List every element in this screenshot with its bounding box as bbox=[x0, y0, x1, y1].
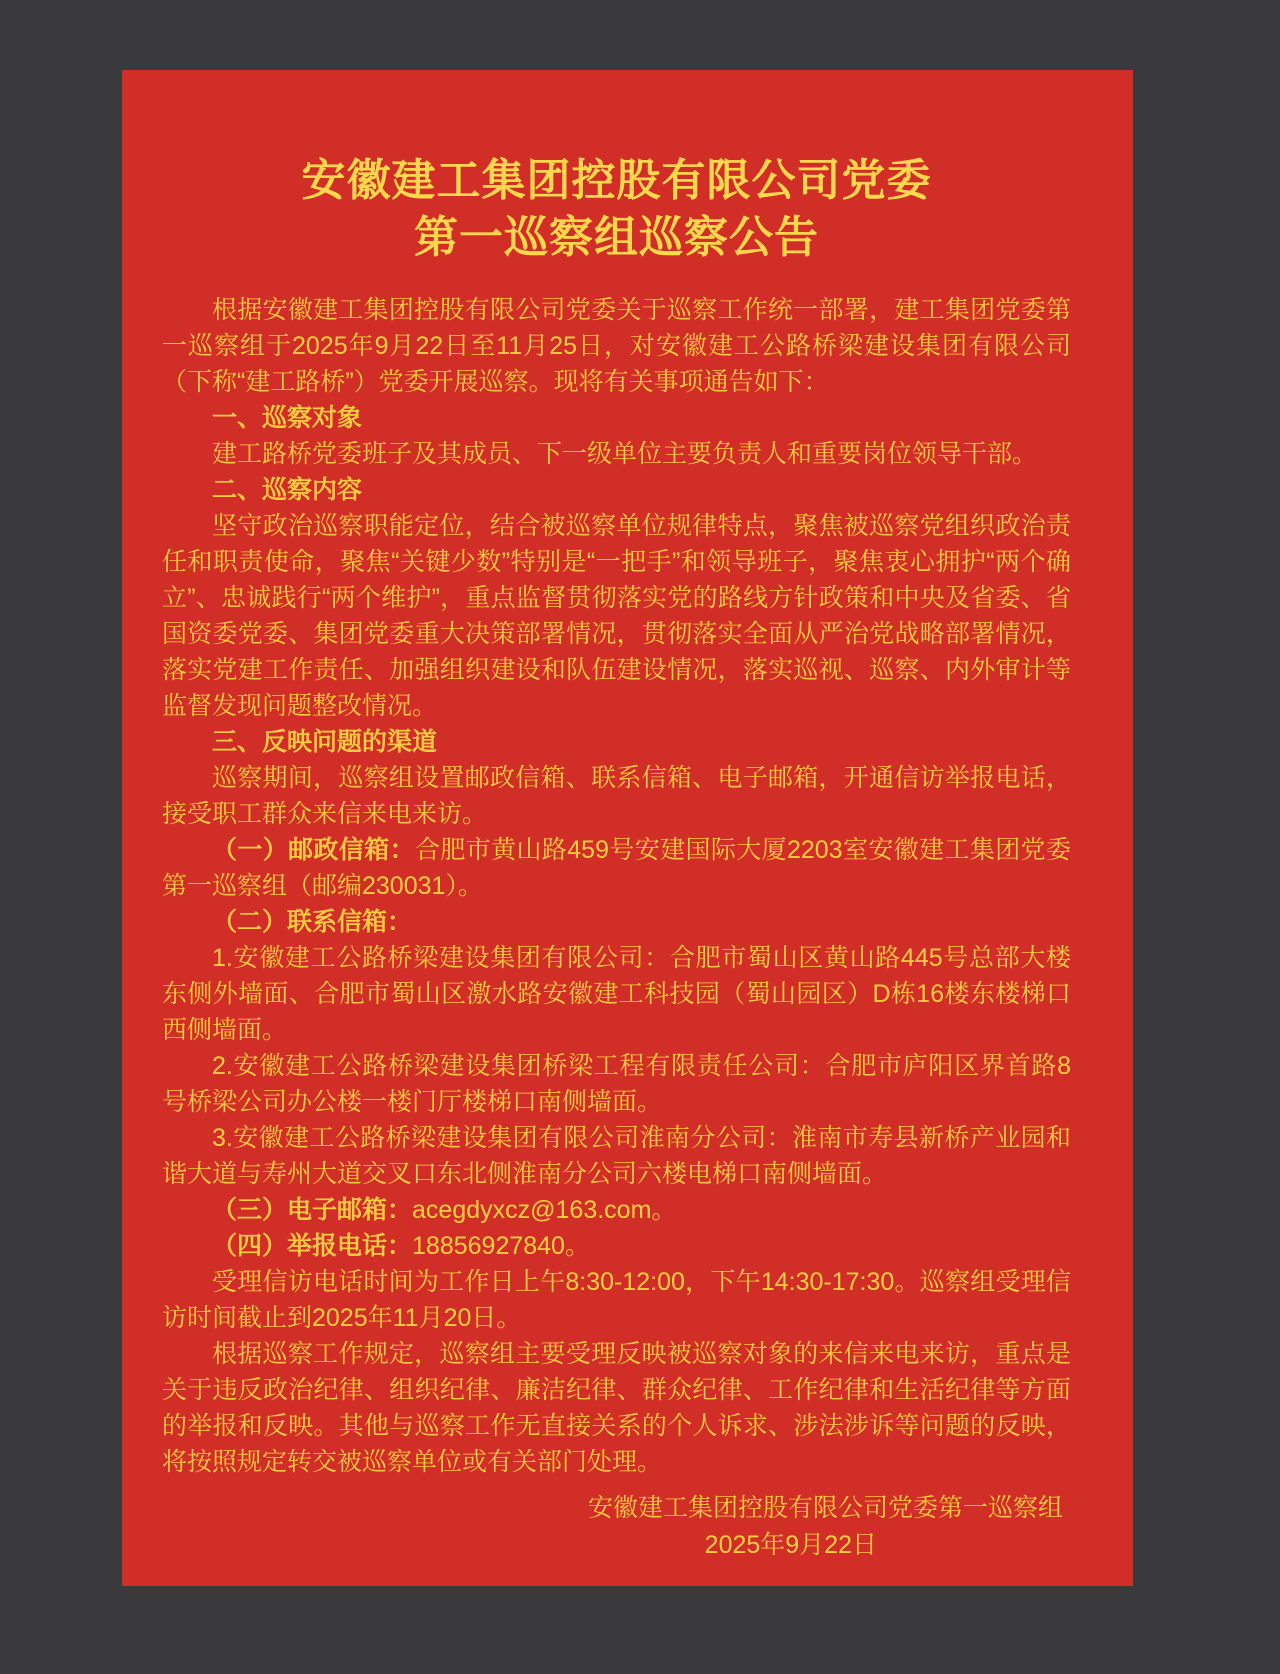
notice-paragraph: （三）电子邮箱：acegdyxcz@163.com。 bbox=[212, 1196, 677, 1224]
notice-body bbox=[162, 292, 1071, 1480]
notice-paragraph: 坚守政治巡察职能定位，结合被巡察单位规律特点，聚焦被巡察党组织政治责任和职责使命，聚焦“关键少数”特别是“一把手”和领导班子，聚焦衷心拥护“两个确立”、忠诚践行“两个维护”，重点监督贯彻落实党的路线方针政策和中央及省委、省国资委党委、集团党委重大决策部署情况，贯彻落实全面从严治党战略部署情况，落实党建工作责任、加强组织建设和队伍建设情况，落实巡视、巡察、内外审计等监督发现问题整改情况。 bbox=[162, 512, 1071, 720]
notice-paragraph: 受理信访电话时间为工作日上午8:30-12:00，下午14:30-17:30。巡察组受理信访时间截止到2025年11月20日。 bbox=[162, 1268, 1071, 1332]
notice-paragraph: 建工路桥党委班子及其成员、下一级单位主要负责人和重要岗位领导干部。 bbox=[212, 440, 1038, 468]
inspection-notice-poster bbox=[122, 70, 1133, 1586]
section-heading: 二、巡察内容 bbox=[212, 476, 363, 504]
section-heading: 一、巡察对象 bbox=[212, 404, 363, 432]
signature-line: 安徽建工集团控股有限公司党委第一巡察组 bbox=[587, 1494, 1063, 1522]
notice-paragraph bbox=[162, 904, 1071, 940]
paragraph-label: （一）邮政信箱： bbox=[212, 836, 416, 864]
notice-paragraph: 1.安徽建工公路桥梁建设集团有限公司：合肥市蜀山区黄山路445号总部大楼东侧外墙面、合肥市蜀山区激水路安徽建工科技园（蜀山园区）D栋16楼东楼梯口西侧墙面。 bbox=[162, 944, 1071, 1044]
section-heading: 三、反映问题的渠道 bbox=[212, 728, 438, 756]
paragraph-label: （二）联系信箱： bbox=[212, 908, 413, 936]
notice-title-line-2: 第一巡察组巡察公告 bbox=[414, 213, 819, 262]
notice-paragraph: （四）举报电话：18856927840。 bbox=[212, 1232, 590, 1260]
notice-paragraph: 2.安徽建工公路桥梁建设集团桥梁工程有限责任公司：合肥市庐阳区界首路8号桥梁公司办公楼一楼门厅楼梯口南侧墙面。 bbox=[162, 1052, 1071, 1116]
date-line: 2025年9月22日 bbox=[704, 1531, 877, 1559]
notice-paragraph: （一）邮政信箱：合肥市黄山路459号安建国际大厦2203室安徽建工集团党委第一巡察组（邮编230031）。 bbox=[162, 836, 1071, 900]
notice-paragraph: 巡察期间，巡察组设置邮政信箱、联系信箱、电子邮箱，开通信访举报电话，接受职工群众来信来电来访。 bbox=[162, 764, 1071, 828]
notice-paragraph: 3.安徽建工公路桥梁建设集团有限公司淮南分公司：淮南市寿县新桥产业园和谐大道与寿州大道交叉口东北侧淮南分公司六楼电梯口南侧墙面。 bbox=[162, 1124, 1071, 1188]
notice-paragraph: 根据巡察工作规定，巡察组主要受理反映被巡察对象的来信来电来访，重点是关于违反政治纪律、组织纪律、廉洁纪律、群众纪律、工作纪律和生活纪律等方面的举报和反映。其他与巡察工作无直接关系的个人诉求、涉法涉诉等问题的反映，将按照规定转交被巡察单位或有关部门处理。 bbox=[162, 1340, 1071, 1476]
notice-title-line-1: 安徽建工集团控股有限公司党委 bbox=[301, 156, 932, 205]
paragraph-label: （四）举报电话： bbox=[212, 1232, 413, 1260]
notice-paragraph: 根据安徽建工集团控股有限公司党委关于巡察工作统一部署，建工集团党委第一巡察组于2025年9月22日至11月25日，对安徽建工公路桥梁建设集团有限公司（下称“建工路桥”）党委开展巡察。现将有关事项通告如下： bbox=[162, 296, 1071, 396]
paragraph-label: （三）电子邮箱： bbox=[212, 1196, 413, 1224]
